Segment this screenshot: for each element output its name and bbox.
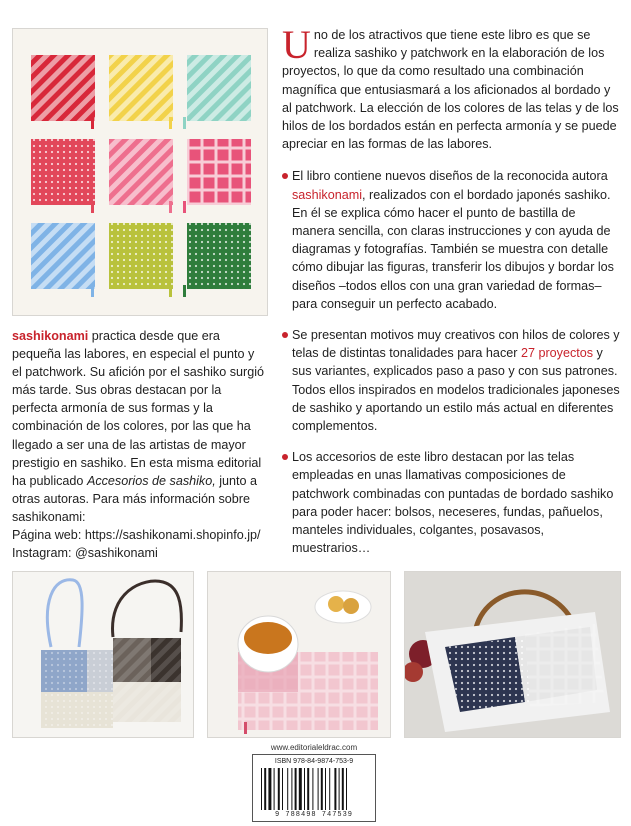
barcode-bar — [282, 768, 283, 810]
coaster-pattern — [31, 223, 95, 289]
bullet-text: Se presentan motivos muy creativos con hilos de colores y telas de distintas tonalidades para hacer — [292, 328, 620, 361]
isbn-text: ISBN 978-84-9874-753-9 — [274, 758, 354, 765]
barcode-number: 9 788498 747539 — [274, 811, 353, 819]
bullet-dot-icon — [282, 173, 288, 179]
barcode-bar — [295, 768, 297, 810]
drop-cap: U — [282, 22, 311, 67]
coaster-tassel — [91, 117, 94, 129]
barcode-bar — [278, 768, 280, 810]
barcode-bar — [307, 768, 309, 810]
bullet-item-1 — [282, 167, 620, 313]
bullet-dot-icon — [282, 454, 288, 460]
barcode-bar — [339, 768, 340, 810]
bio-paragraph — [12, 327, 267, 526]
intro-paragraph — [282, 22, 620, 153]
pouches-photo — [12, 571, 194, 738]
barcode-bar — [329, 768, 330, 810]
bullet-text: El libro contiene nuevos diseños de la reconocida autora — [292, 169, 608, 184]
coaster-pattern — [187, 139, 251, 205]
coaster-pattern — [109, 55, 173, 121]
pouches-illustration — [13, 572, 193, 737]
bullet-item-2 — [282, 326, 620, 435]
barcode-bar — [291, 768, 292, 810]
coaster-tassel — [91, 285, 94, 297]
coaster-pattern — [109, 223, 173, 289]
barcode-bar — [334, 768, 336, 810]
coaster-tassel — [183, 285, 186, 297]
description-column — [282, 22, 620, 570]
author-bio — [12, 327, 267, 562]
publisher-url: www.editorialeldrac.com — [270, 743, 358, 752]
coaster-tassel — [183, 201, 186, 213]
coaster-pattern — [109, 139, 173, 205]
coaster-tassel — [183, 117, 186, 129]
barcode-bar — [312, 768, 313, 810]
barcode-bar — [318, 768, 319, 810]
bio-text-2: junto a otras autoras. Para más información sobre sashikonami: — [12, 473, 258, 524]
coaster-pattern — [31, 55, 95, 121]
bullet-text: , realizados con el bordado japonés sashiko. En él se explica cómo hacer el punto de bastilla de manera sencilla, con claras instrucciones y con ayuda de diagramas y fotografías. También se muestra con detalle cómo dibujar las figuras, transferir los dibujos y bordar los diseños –todos ellos con una gran variedad de formas– para conseguir un perfecto acabado. — [292, 187, 614, 311]
basket-illustration — [405, 572, 620, 737]
barcode — [252, 754, 376, 822]
coaster-pattern — [187, 223, 251, 289]
barcode-bar — [342, 768, 344, 810]
coaster-pattern — [31, 139, 95, 205]
barcode-bar — [325, 768, 326, 810]
coaster-tassel — [169, 285, 172, 297]
bullet-item-3 — [282, 448, 620, 557]
barcode-bar — [287, 768, 288, 810]
barcode-bar — [299, 768, 302, 810]
intro-text: no de los atractivos que tiene este libro es que se realiza sashiko y patchwork en la elaboración de los proyectos, lo que da como resultado una combinación magnífica que entusiasmará a los aficionados al bordado y al patchwork. La elección de los colores de las telas y de los hilos de los bordados están en perfecta armonía y se puede apreciar en las formas de las labores. — [282, 28, 619, 152]
bio-web: Página web: https://sashikonami.shopinfo.jp/ — [12, 528, 261, 543]
barcode-bar — [346, 768, 347, 810]
bio-text-1: practica desde que era pequeña las labores, en especial el punto y el patchwork. Su afición por el sashiko surgió más tarde. Sus obras destacan por la perfecta armonía de sus formas y la combinación de los colores, por las que ha llegado a ser una de las artistas de mayor prestigio en sashiko. En esta misma editorial ha publicado — [12, 329, 265, 488]
barcode-bar — [261, 768, 262, 810]
bullet-highlight: sashikonami — [292, 187, 362, 202]
coaster-tassel — [91, 201, 94, 213]
barcode-bars — [259, 768, 369, 810]
bio-book-title: Accesorios de sashiko, — [86, 473, 216, 488]
bullet-dot-icon — [282, 332, 288, 338]
coaster-pattern — [187, 55, 251, 121]
coasters-photo — [12, 28, 268, 316]
barcode-bar — [274, 768, 275, 810]
barcode-bar — [264, 768, 266, 810]
bullet-text: Los accesorios de este libro destacan por las telas empleadas en unas llamativas composiciones de patchwork combinadas con puntadas de bordado sashiko para poder hacer: bolsos, neceseres, fundas, pañuelos, manteles individuales, colgantes, posavasos, muestrarios… — [292, 450, 614, 556]
coaster-tassel — [169, 201, 172, 213]
barcode-bar — [268, 768, 271, 810]
barcode-bar — [321, 768, 323, 810]
basket-photo — [404, 571, 621, 738]
placemat-illustration — [208, 572, 390, 737]
barcode-bar — [304, 768, 305, 810]
coasters-illustration — [13, 29, 267, 315]
coaster-tassel — [169, 117, 172, 129]
bio-instagram: Instagram: @sashikonami — [12, 546, 158, 561]
placemat-photo — [207, 571, 391, 738]
author-name: sashikonami — [12, 329, 89, 343]
bullet-highlight: 27 proyectos — [520, 346, 594, 361]
bullet-text: y sus variantes, explicados paso a paso y con sus patrones. Todos ellos inspirados en modelos tradicionales japoneses de sashiko y aportando un estilo más actual en diferentes complementos. — [292, 346, 620, 434]
